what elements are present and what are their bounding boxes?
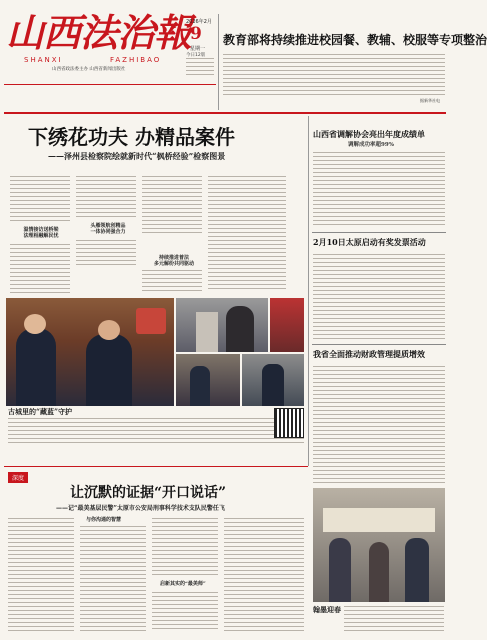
r2-body	[313, 254, 445, 342]
r3-body	[313, 366, 445, 486]
lead-body-col2b	[76, 240, 136, 268]
section-label-depth: 深度	[8, 472, 28, 483]
lead-body-col2	[76, 176, 136, 220]
bottom-body-col1	[8, 518, 74, 634]
lead-title: 下绣花功夫 办精品案件	[28, 125, 235, 149]
r4-photo	[313, 488, 445, 602]
lead-subtitle: ——泽州县检察院绘就新时代“枫桥经验”检察图景	[48, 151, 226, 161]
r4-body	[344, 606, 444, 634]
r2-title: 2月10日太原启动有奖发票活动	[313, 237, 426, 247]
issue-weekday: 星期一	[190, 46, 206, 52]
lead-photo-3	[270, 298, 304, 352]
lead-photo-2	[176, 298, 268, 352]
qr-code-icon	[274, 408, 304, 438]
r1-title: 山西省调解协会亮出年度成绩单	[313, 129, 425, 139]
lead-body-col3	[142, 176, 202, 236]
top-article-body	[223, 54, 445, 98]
bottom-body-col3	[152, 518, 218, 578]
masthead-sponsors: 山西省政法委主办 山西省新闻出版社	[52, 67, 126, 72]
top-article-title: 教育部将持续推进校园餐、教辅、校服等专项整治	[223, 33, 487, 47]
lead-subhead1: 温情接访送桥梁 法理相融解民忧	[23, 227, 59, 239]
lead-body-col1b	[10, 244, 70, 296]
masthead-pinyin-right: FAZHIBAO	[110, 56, 162, 64]
lead-photo-main	[6, 298, 174, 406]
bottom-subtitle: ——记“最美基层民警”太原市公安局刑事科学技术支队民警任飞	[56, 505, 225, 512]
r1-subtitle: 调解成功率超99%	[348, 142, 394, 148]
photo-caption-title: 古城里的“藏蓝”守护	[8, 407, 73, 416]
issue-day: 9	[190, 24, 202, 44]
bottom-body-col2	[80, 526, 146, 634]
top-article-tag: 据新华社电	[420, 98, 440, 103]
lead-body-col3b	[142, 270, 202, 294]
bottom-subhead4: 启新其实的“最美师”	[160, 581, 206, 587]
lead-photo-5	[242, 354, 304, 406]
masthead-pinyin-left: SHANXI	[24, 56, 63, 64]
r3-title: 我省全面推动财政管理提质增效	[313, 349, 425, 359]
bottom-body-col3b	[152, 592, 218, 634]
lead-subhead2: 头雁领航创精品 一体协同强合力	[90, 223, 126, 235]
lead-photo-4	[176, 354, 240, 406]
r4-title: 翰墨迎春	[313, 605, 341, 614]
bottom-title: 让沉默的证据“开口说话”	[70, 485, 227, 501]
lead-body-col4	[208, 176, 286, 294]
lead-body-col1	[10, 176, 70, 226]
masthead-info-text	[186, 58, 214, 80]
photo-caption-text	[8, 418, 304, 444]
masthead-rule	[4, 84, 216, 85]
issue-info: 今日12版	[186, 53, 206, 58]
bottom-body-col4	[224, 518, 304, 634]
bottom-subhead1: 与你沟通的智慧	[86, 517, 122, 523]
issue-date: 2026年2月	[186, 19, 212, 25]
lead-subhead4: 持续推进普法 多元解纷共同驱动	[153, 255, 194, 267]
masthead-logo: 山西法治報	[6, 10, 192, 55]
r1-body	[313, 152, 445, 228]
